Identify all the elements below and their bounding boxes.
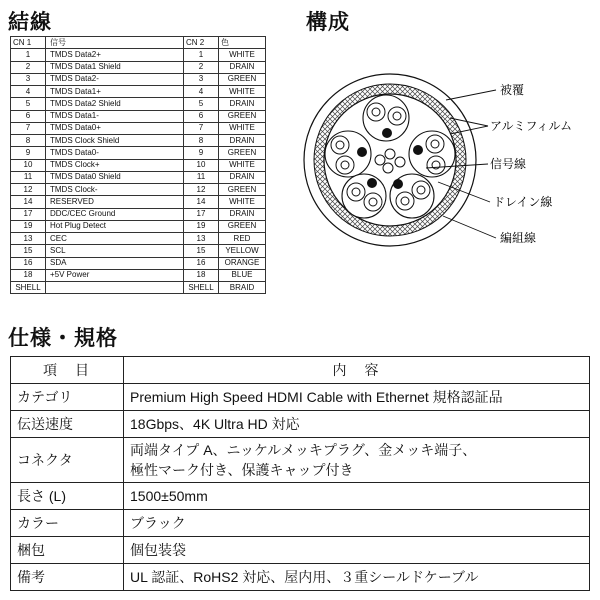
wiring-cn1-cell: 9 (11, 147, 46, 159)
wiring-signal-cell: +5V Power (46, 269, 184, 281)
spec-row (11, 384, 590, 411)
wiring-row (11, 49, 266, 61)
callout-foil: アルミフィルム (490, 119, 573, 133)
wiring-cn2-cell: 5 (184, 98, 219, 110)
spec-value-line: UL 認証、RoHS2 対応、屋内用、３重シールドケーブル (130, 569, 479, 585)
wiring-signal-cell: RESERVED (46, 196, 184, 208)
spec-row (11, 438, 590, 483)
spec-value-line: 1500±50mm (130, 488, 208, 504)
wiring-cn2-cell: 4 (184, 86, 219, 98)
cable-cross-section (300, 44, 600, 274)
callout-signal-wire: 信号線 (490, 157, 527, 171)
spec-row (11, 483, 590, 510)
wiring-cn1-cell: 4 (11, 86, 46, 98)
wiring-color-cell: WHITE (219, 196, 266, 208)
spec-key-cell: 梱包 (11, 537, 124, 564)
wiring-row (11, 269, 266, 281)
wiring-signal-cell: TMDS Clock Shield (46, 135, 184, 147)
wiring-cn1-cell: 10 (11, 159, 46, 171)
wiring-cn2-cell: 2 (184, 61, 219, 73)
wiring-color-cell: DRAIN (219, 171, 266, 183)
wiring-row (11, 73, 266, 85)
pair-bundle-bottom-right (390, 174, 434, 218)
wiring-cn1-cell: 12 (11, 184, 46, 196)
spec-key-cell: カラー (11, 510, 124, 537)
wiring-cn1-cell: 7 (11, 122, 46, 134)
wiring-row (11, 220, 266, 232)
wiring-color-cell: GREEN (219, 147, 266, 159)
spec-table (10, 356, 590, 591)
spec-value-cell (124, 411, 590, 438)
spec-key-cell: 伝送速度 (11, 411, 124, 438)
spec-key-cell: 備考 (11, 564, 124, 591)
wiring-cn1-cell: 15 (11, 245, 46, 257)
spec-row (11, 564, 590, 591)
wiring-signal-cell: TMDS Data0+ (46, 122, 184, 134)
wiring-cn2-cell: 10 (184, 159, 219, 171)
wiring-row (11, 135, 266, 147)
spec-row (11, 411, 590, 438)
spec-key-cell: カテゴリ (11, 384, 124, 411)
spec-value-cell (124, 510, 590, 537)
wiring-cn2-cell: SHELL (184, 282, 219, 294)
wiring-color-cell: BLUE (219, 269, 266, 281)
spec-value-cell (124, 438, 590, 483)
wiring-signal-cell (46, 282, 184, 294)
spec-value-line: 18Gbps、4K Ultra HD 対応 (130, 416, 300, 432)
wiring-signal-cell: TMDS Clock+ (46, 159, 184, 171)
wiring-color-cell: WHITE (219, 159, 266, 171)
wiring-signal-cell: Hot Plug Detect (46, 220, 184, 232)
wiring-signal-cell: TMDS Data1- (46, 110, 184, 122)
spec-heading: 仕様・規格 (8, 326, 118, 350)
wiring-row (11, 171, 266, 183)
wiring-row (11, 196, 266, 208)
wiring-cn2-cell: 15 (184, 245, 219, 257)
spec-header-item: 項 目 (11, 357, 124, 384)
wiring-row (11, 257, 266, 269)
wiring-cn1-cell: 6 (11, 110, 46, 122)
wiring-row (11, 147, 266, 159)
spec-value-line: Premium High Speed HDMI Cable with Ethernet 規格認証品 (130, 389, 503, 405)
wiring-row (11, 245, 266, 257)
spec-value-line: ブラック (130, 515, 186, 531)
wiring-row (11, 122, 266, 134)
wiring-signal-cell: CEC (46, 233, 184, 245)
wiring-color-cell: WHITE (219, 49, 266, 61)
wiring-table (10, 36, 266, 294)
pair-bundle-top (363, 95, 409, 141)
wiring-cn2-cell: 16 (184, 257, 219, 269)
wiring-cn2-cell: 11 (184, 171, 219, 183)
wiring-cn1-cell: 13 (11, 233, 46, 245)
wiring-color-cell: BRAID (219, 282, 266, 294)
wiring-color-cell: GREEN (219, 184, 266, 196)
spec-key-cell: コネクタ (11, 438, 124, 483)
structure-heading: 構成 (306, 10, 350, 34)
wiring-signal-cell: TMDS Data1 Shield (46, 61, 184, 73)
wiring-cn2-cell: 19 (184, 220, 219, 232)
wiring-cn1-cell: 19 (11, 220, 46, 232)
wiring-color-cell: RED (219, 233, 266, 245)
spec-row (11, 510, 590, 537)
spec-row (11, 537, 590, 564)
wiring-color-cell: GREEN (219, 73, 266, 85)
pair-bundle-right (409, 131, 455, 177)
wiring-signal-cell: TMDS Data2- (46, 73, 184, 85)
wiring-cn2-cell: 1 (184, 49, 219, 61)
wiring-signal-cell: TMDS Data0- (46, 147, 184, 159)
wiring-row (11, 208, 266, 220)
spec-key-cell: 長さ (L) (11, 483, 124, 510)
wiring-header-cn2: CN 2 (184, 37, 219, 49)
wiring-cn1-cell: SHELL (11, 282, 46, 294)
wiring-color-cell: WHITE (219, 122, 266, 134)
wiring-signal-cell: TMDS Clock- (46, 184, 184, 196)
wiring-cn2-cell: 18 (184, 269, 219, 281)
pair-bundle-bottom-left (342, 174, 386, 218)
spec-value-line: 個包装袋 (130, 542, 186, 558)
wiring-cn2-cell: 9 (184, 147, 219, 159)
callout-drain-wire: ドレイン線 (493, 195, 553, 209)
wiring-cn1-cell: 3 (11, 73, 46, 85)
wiring-row (11, 233, 266, 245)
wiring-row (11, 86, 266, 98)
wiring-signal-cell: SCL (46, 245, 184, 257)
wiring-color-cell: WHITE (219, 86, 266, 98)
spec-value-cell (124, 384, 590, 411)
wiring-cn2-cell: 8 (184, 135, 219, 147)
wiring-cn1-cell: 18 (11, 269, 46, 281)
wiring-row (11, 282, 266, 294)
wiring-cn1-cell: 17 (11, 208, 46, 220)
wiring-cn2-cell: 14 (184, 196, 219, 208)
wiring-cn2-cell: 12 (184, 184, 219, 196)
spec-header-content: 内 容 (124, 357, 590, 384)
wiring-cn2-cell: 6 (184, 110, 219, 122)
wiring-color-cell: DRAIN (219, 135, 266, 147)
wiring-signal-cell: TMDS Data2+ (46, 49, 184, 61)
wiring-header-signal: 信号 (46, 37, 184, 49)
wiring-cn1-cell: 8 (11, 135, 46, 147)
wiring-cn2-cell: 7 (184, 122, 219, 134)
wiring-color-cell: DRAIN (219, 98, 266, 110)
wiring-color-cell: DRAIN (219, 61, 266, 73)
wiring-color-cell: GREEN (219, 220, 266, 232)
wiring-row (11, 61, 266, 73)
wiring-color-cell: ORANGE (219, 257, 266, 269)
wiring-row (11, 110, 266, 122)
spec-header-row (11, 357, 590, 384)
wiring-cn2-cell: 17 (184, 208, 219, 220)
wiring-signal-cell: TMDS Data0 Shield (46, 171, 184, 183)
spec-value-line: 極性マーク付き、保護キャップ付き (130, 462, 354, 478)
pair-bundle-left (325, 131, 371, 177)
wiring-header-row (11, 37, 266, 49)
wiring-signal-cell: SDA (46, 257, 184, 269)
spec-value-cell (124, 483, 590, 510)
wiring-cn1-cell: 2 (11, 61, 46, 73)
wiring-cn1-cell: 1 (11, 49, 46, 61)
spec-value-line: 両端タイプ A、ニッケルメッキプラグ、金メッキ端子、 (130, 442, 477, 458)
wiring-color-cell: DRAIN (219, 208, 266, 220)
wiring-header-cn1: CN 1 (11, 37, 46, 49)
wiring-color-cell: GREEN (219, 110, 266, 122)
wiring-cn1-cell: 16 (11, 257, 46, 269)
spec-value-cell (124, 564, 590, 591)
wiring-color-cell: YELLOW (219, 245, 266, 257)
spec-value-cell (124, 537, 590, 564)
wiring-signal-cell: TMDS Data1+ (46, 86, 184, 98)
wiring-row (11, 98, 266, 110)
wiring-header-color: 色 (219, 37, 266, 49)
wiring-row (11, 184, 266, 196)
callout-braid: 編組線 (500, 231, 537, 245)
wiring-heading: 結線 (8, 10, 52, 34)
wiring-cn2-cell: 3 (184, 73, 219, 85)
callout-jacket: 被覆 (500, 83, 525, 97)
wiring-signal-cell: TMDS Data2 Shield (46, 98, 184, 110)
wiring-cn2-cell: 13 (184, 233, 219, 245)
wiring-cn1-cell: 5 (11, 98, 46, 110)
wiring-signal-cell: DDC/CEC Ground (46, 208, 184, 220)
wiring-cn1-cell: 11 (11, 171, 46, 183)
wiring-row (11, 159, 266, 171)
wiring-cn1-cell: 14 (11, 196, 46, 208)
